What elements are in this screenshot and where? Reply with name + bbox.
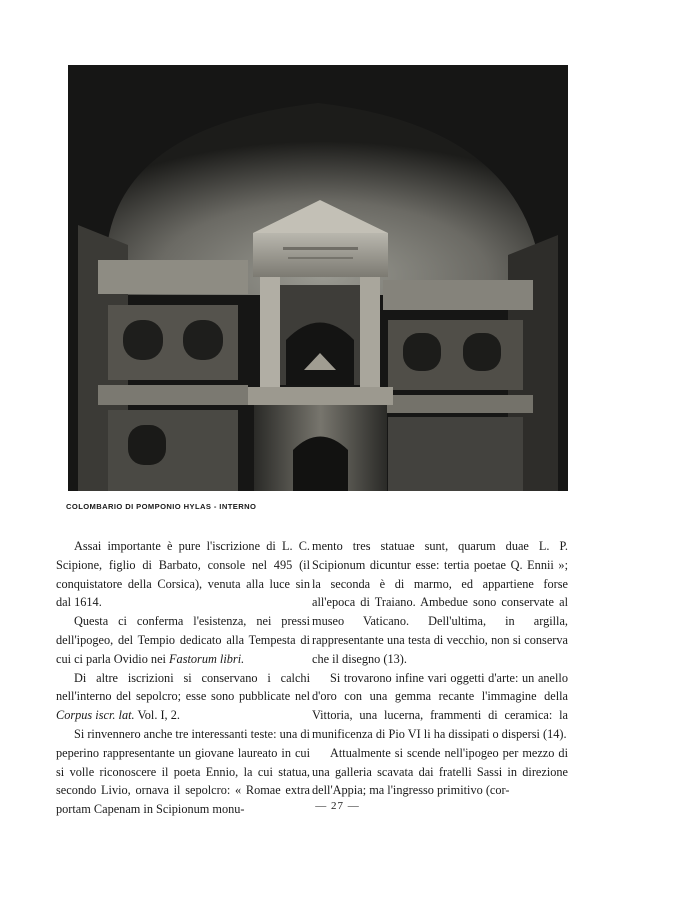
paragraph-text: Vol. I, 2.	[137, 708, 180, 723]
paragraph: Assai importante è pure l'iscrizione di L. C. Scipione, figlio di Barbato, console nel 495 (il conquistatore della Corsica), venuta alla luce sin dal 1614.	[56, 539, 310, 610]
text-column-left	[56, 537, 310, 819]
figure-caption: COLOMBARIO DI POMPONIO HYLAS - INTERNO	[66, 502, 257, 511]
photograph-colombario-interior	[68, 65, 568, 491]
italic-title: Corpus iscr. lat.	[56, 708, 135, 723]
paragraph	[56, 669, 310, 725]
paragraph: Si trovarono infine vari oggetti d'arte: un anello d'oro con una gemma recante l'immagine della Vittoria, una lucerna, frammenti di ceramica: la munificenza di Pio VI li ha dissipati o dispersi (14).	[312, 670, 568, 741]
paragraph	[56, 612, 310, 668]
paragraph-text: Questa ci conferma l'esistenza, nei pressi dell'ipogeo, del Tempio dedicato alla Tempesta di cui ci parla Ovidio nei	[56, 614, 310, 666]
paragraph: Attualmente si scende nell'ipogeo per mezzo di una galleria scavata dai fratelli Sassi in direzione dell'Appia; ma l'ingresso primitivo (cor-	[312, 745, 568, 798]
paragraph: Si rinvennero anche tre interessanti teste: una di peperino rappresentante un giovane laureato in cui si volle riconoscere il poeta Ennio, la cui statua, secondo Livio, ornava il sepolcro: « Romae extra portam Capenam in Scipionum monu-	[56, 726, 310, 817]
page-number: — 27 —	[315, 800, 360, 812]
italic-title: Fastorum libri.	[169, 651, 245, 666]
paragraph-text: Di altre iscrizioni si conservano i calchi nell'interno del sepolcro; esse sono pubblicate nel	[56, 670, 310, 704]
text-column-right	[312, 537, 568, 800]
paragraph: mento tres statuae sunt, quarum duae L. P. Scipionum dicuntur esse: tertia poetae Q. Ennii »; la seconda è di marmo, ed appartiene forse all'epoca di Traiano. Ambedue sono conservate al museo Vaticano. Dell'ultima, in argilla, rappresentante una testa di vecchio, non si conserva che il disegno (13).	[312, 539, 568, 666]
colombario-interior-illustration	[68, 65, 568, 491]
